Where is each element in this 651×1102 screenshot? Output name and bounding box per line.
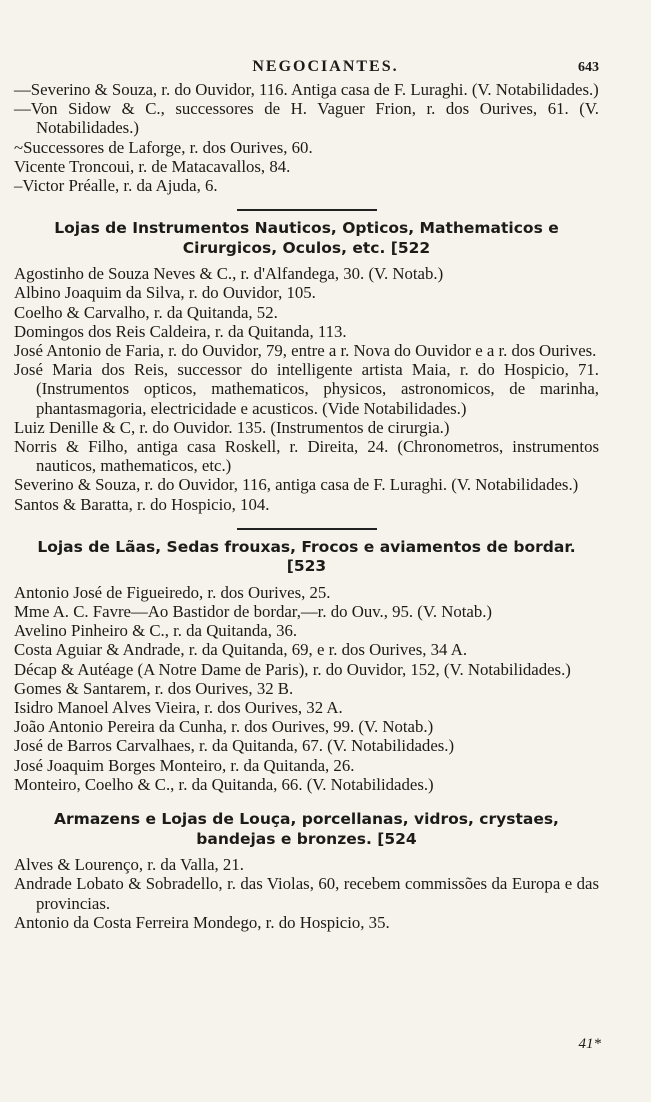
list-item: Andrade Lobato & Sobradello, r. das Violas, 60, recebem commissões da Europa e das provincias. xyxy=(14,874,599,913)
running-head: NEGOCIANTES. xyxy=(252,58,399,75)
page-header xyxy=(0,58,651,80)
section-instrumentos xyxy=(14,219,599,514)
list-item: Severino & Souza, r. do Ouvidor, 116, antiga casa de F. Luraghi. (V. Notabilidades.) xyxy=(14,475,579,495)
list-item: Santos & Baratta, r. do Hospicio, 104. xyxy=(14,494,270,514)
list-item: Vicente Troncoui, r. de Matacavallos, 84. xyxy=(14,156,291,176)
spacer xyxy=(14,794,599,810)
list-item: Costa Aguiar & Andrade, r. da Quitanda, 69, e r. dos Ourives, 34 A. xyxy=(14,640,468,660)
list-item: Monteiro, Coelho & C., r. da Quitanda, 66. (V. Notabilidades.) xyxy=(14,774,434,794)
section-heading: Lojas de Lãas, Sedas frouxas, Frocos e aviamentos de bordar. [523 xyxy=(37,537,576,576)
list-item: –Victor Préalle, r. da Ajuda, 6. xyxy=(14,176,218,196)
list-item: Isidro Manoel Alves Vieira, r. dos Ourives, 32 A. xyxy=(14,698,343,718)
list-item: Albino Joaquim da Silva, r. do Ouvidor, 105. xyxy=(14,283,316,303)
list-item: Antonio da Costa Ferreira Mondego, r. do Hospicio, 35. xyxy=(14,912,390,932)
top-entries xyxy=(14,80,599,195)
page-number: 643 xyxy=(578,60,599,75)
list-item: José Maria dos Reis, successor do intelligente artista Maia, r. do Hospicio, 71. (Instrumentos opticos, mathematicos, physicos, astronomicos, de marinha, phantasmagoria, electricidade e acusticos. (Vide Notabilidades.) xyxy=(14,360,599,418)
list-item: José Antonio de Faria, r. do Ouvidor, 79, entre a r. Nova do Ouvidor e a r. dos Ourives. xyxy=(14,341,597,361)
list-item: —Severino & Souza, r. do Ouvidor, 116. Antiga casa de F. Luraghi. (V. Notabilidades.) xyxy=(14,80,599,99)
section-divider xyxy=(237,528,377,530)
signature-mark: 41* xyxy=(578,1036,601,1052)
list-item: —Von Sidow & C., successores de H. Vaguer Frion, r. dos Ourives, 61. (V. Notabilidades.) xyxy=(14,99,599,138)
list-item: Gomes & Santarem, r. dos Ourives, 32 B. xyxy=(14,678,294,698)
list-item: Coelho & Carvalho, r. da Quitanda, 52. xyxy=(14,302,278,322)
section-laas xyxy=(14,538,599,794)
list-item: João Antonio Pereira da Cunha, r. dos Ourives, 99. (V. Notab.) xyxy=(14,717,434,737)
list-item: José de Barros Carvalhaes, r. da Quitanda, 67. (V. Notabilidades.) xyxy=(14,736,455,756)
section-heading: Lojas de Instrumentos Nauticos, Opticos, Mathematicos e Cirurgicos, Oculos, etc. [522 xyxy=(54,219,559,257)
list-item: Domingos dos Reis Caldeira, r. da Quitanda, 113. xyxy=(14,321,347,341)
page-content xyxy=(14,80,599,932)
list-item: Antonio José de Figueiredo, r. dos Ourives, 25. xyxy=(14,582,331,602)
list-item: ~Successores de Laforge, r. dos Ourives, 60. xyxy=(14,137,313,157)
section-heading: Armazens e Lojas de Louça, porcellanas, vidros, crystaes, bandejas e bronzes. [524 xyxy=(54,810,559,848)
list-item: Norris & Filho, antiga casa Roskell, r. Direita, 24. (Chronometros, instrumentos nauticos, mathematicos, etc.) xyxy=(14,437,599,476)
section-louca xyxy=(14,810,599,932)
list-item: José Joaquim Borges Monteiro, r. da Quitanda, 26. xyxy=(14,755,355,775)
list-item: Mme A. C. Favre—Ao Bastidor de bordar,—r. do Ouv., 95. (V. Notab.) xyxy=(14,602,493,622)
list-item: Avelino Pinheiro & C., r. da Quitanda, 36. xyxy=(14,621,298,641)
list-item: Luiz Denille & C, r. do Ouvidor. 135. (Instrumentos de cirurgia.) xyxy=(14,417,450,437)
list-item: Décap & Autéage (A Notre Dame de Paris), r. do Ouvidor, 152, (V. Notabilidades.) xyxy=(14,659,571,679)
list-item: Agostinho de Souza Neves & C., r. d'Alfandega, 30. (V. Notab.) xyxy=(14,264,444,284)
section-divider xyxy=(237,209,377,211)
list-item: Alves & Lourenço, r. da Valla, 21. xyxy=(14,855,244,875)
